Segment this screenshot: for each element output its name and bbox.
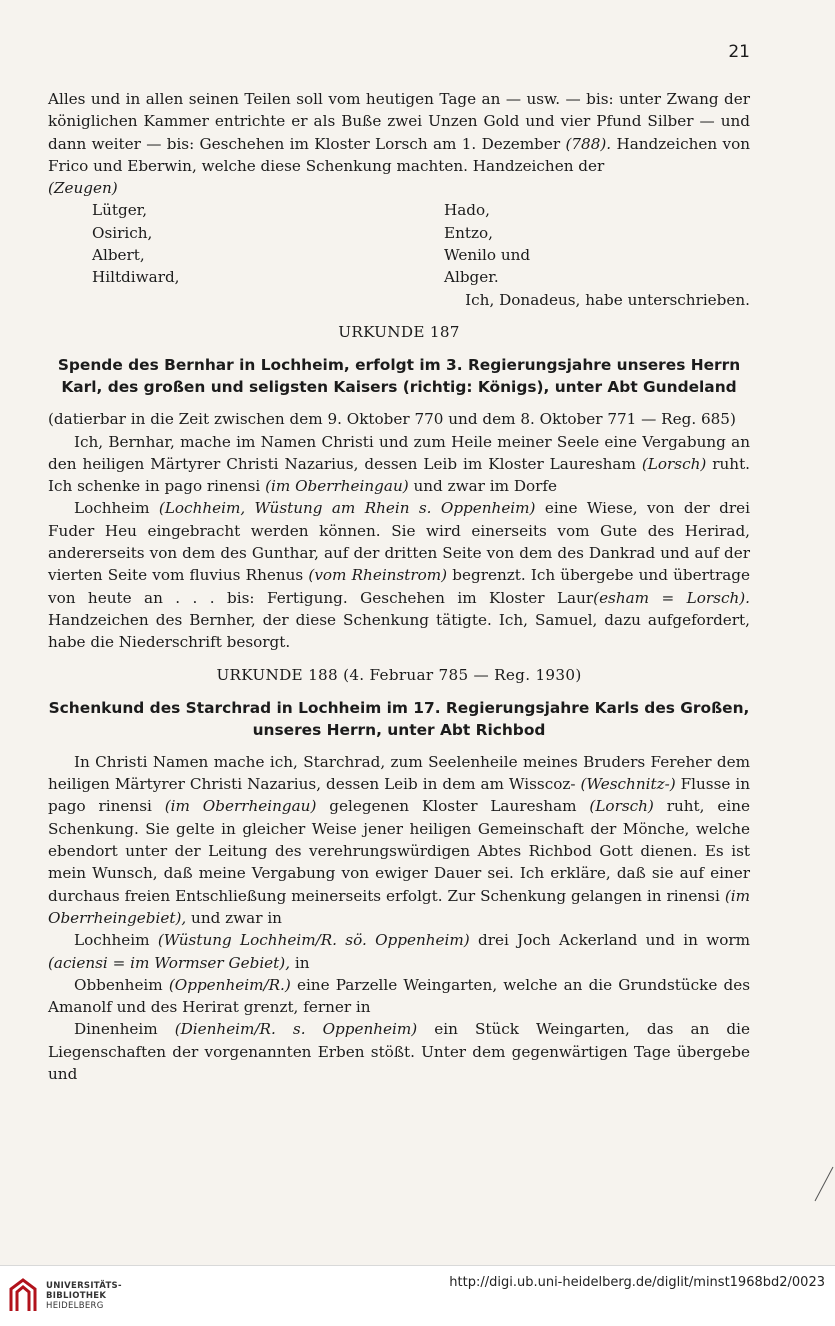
witness-name: Hado,	[444, 201, 490, 220]
page-number: 21	[728, 42, 750, 62]
urkunde-188-title: URKUNDE 188 (4. Februar 785 — Reg. 1930)	[216, 665, 582, 684]
witness-list	[92, 199, 750, 288]
urkunde-188-paragraph-2: Lochheim (Wüstung Lochheim/R. sö. Oppenheim) drei Joch Ackerland und in worm (aciensi = im Wormser Gebiet), in	[48, 931, 750, 972]
urkunde-187-dating: (datierbar in die Zeit zwischen dem 9. Oktober 770 und dem 8. Oktober 771 — Reg. 685)	[48, 410, 736, 429]
witness-name: Lütger,	[92, 201, 148, 220]
urkunde-187-paragraph-1: Ich, Bernhar, mache im Namen Christi und zum Heile meiner Seele eine Vergabung an den heiligen Märtyrer Christi Nazarius, dessen Leib im Kloster Lauresham (Lorsch) ruht. Ich schenke in pago rinensi (im Oberrheingau) und zwar im Dorfe	[48, 432, 750, 496]
library-name: UNIVERSITÄTS- BIBLIOTHEK HEIDELBERG	[46, 1281, 122, 1311]
witness-name: Entzo,	[444, 223, 493, 242]
urkunde-187-title: URKUNDE 187	[338, 322, 460, 341]
page-text	[48, 88, 750, 1085]
witness-name: Wenilo und	[444, 246, 531, 265]
urkunde-187-heading: Spende des Bernhar in Lochheim, erfolgt im 3. Regierungsjahre unseres Herrn Karl, des großen und seligsten Kaisers (richtig: Königs), unter Abt Gundeland	[57, 356, 741, 397]
signature-line: Ich, Donadeus, habe unterschrieben.	[465, 290, 750, 309]
witness-name: Osirich,	[92, 223, 153, 242]
library-logo-icon	[8, 1277, 38, 1313]
urkunde-188-heading: Schenkund des Starchrad in Lochheim im 17. Regierungsjahre Karls des Großen, unseres Herrn, unter Abt Richbod	[48, 698, 750, 739]
footer-bar	[0, 1265, 835, 1326]
urkunde-188-paragraph-4: Dinenheim (Dienheim/R. s. Oppenheim) ein Stück Weingarten, das an die Liegenschaften der vorgenannten Erben stößt. Unter dem gegenwärtigen Tage übergebe und	[48, 1020, 750, 1083]
permalink-url[interactable]: http://digi.ub.uni-heidelberg.de/diglit/minst1968bd2/0023	[449, 1275, 825, 1290]
page-corner-mark	[813, 1165, 835, 1203]
witness-name: Hiltdiward,	[92, 268, 180, 287]
witness-name: Albger.	[444, 268, 499, 287]
urkunde-188-paragraph-1: In Christi Namen mache ich, Starchrad, zum Seelenheile meines Bruders Fereher dem heiligen Märtyrer Christi Nazarius, dessen Leib in dem am Wisscoz- (Weschnitz-) Flusse in pago rinensi (im Oberrheingau) gelegenen Kloster Lauresham (Lorsch) ruht, eine Schenkung. Sie gelte in gleicher Weise jener heiligen Gemeinschaft der Mönche, welche ebendort unter der Leitung des verehrungswürdigen Abtes Richbod Gott dienen. Es ist mein Wunsch, daß meine Vergabung von ewiger Dauer sei. Ich erkläre, daß sie auf einer durchaus freien Entschließung meinerseits erfolgt. Zur Schenkung gelangen in rinensi (im Oberrheingebiet), und zwar in	[48, 752, 751, 927]
urkunde-187-paragraph-2: Lochheim (Lochheim, Wüstung am Rhein s. Oppenheim) eine Wiese, von der drei Fuder Heu eingebracht werden können. Sie wird einerseits vom Gute des Herirad, andererseits von dem des Gunthar, auf der dritten Seite von dem des Dankrad und auf der vierten Seite vom fluvius Rhenus (vom Rheinstrom) begrenzt. Ich übergebe und übertrage von heute an . . . bis: Fertigung. Geschehen im Kloster Laur(esham = Lorsch). Handzeichen des Bernher, der diese Schenkung tätigte. Ich, Samuel, dazu aufgefordert, habe die Niederschrift besorgt.	[48, 499, 751, 652]
witness-name: Albert,	[92, 246, 145, 265]
intro-paragraph: Alles und in allen seinen Teilen soll vom heutigen Tage an — usw. — bis: unter Zwang der königlichen Kammer entrichte er als Buße zwei Unzen Gold und vier Pfund Silber — und dann weiter — bis: Geschehen im Kloster Lorsch am 1. Dezember (788). Handzeichen von Frico und Eberwin, welche diese Schenkung machten. Handzeichen der	[48, 90, 751, 175]
urkunde-188-paragraph-3: Obbenheim (Oppenheim/R.) eine Parzelle Weingarten, welche an die Grundstücke des Amanolf und des Herirat grenzt, ferner in	[48, 975, 751, 1017]
witnesses-label: (Zeugen)	[48, 179, 118, 198]
